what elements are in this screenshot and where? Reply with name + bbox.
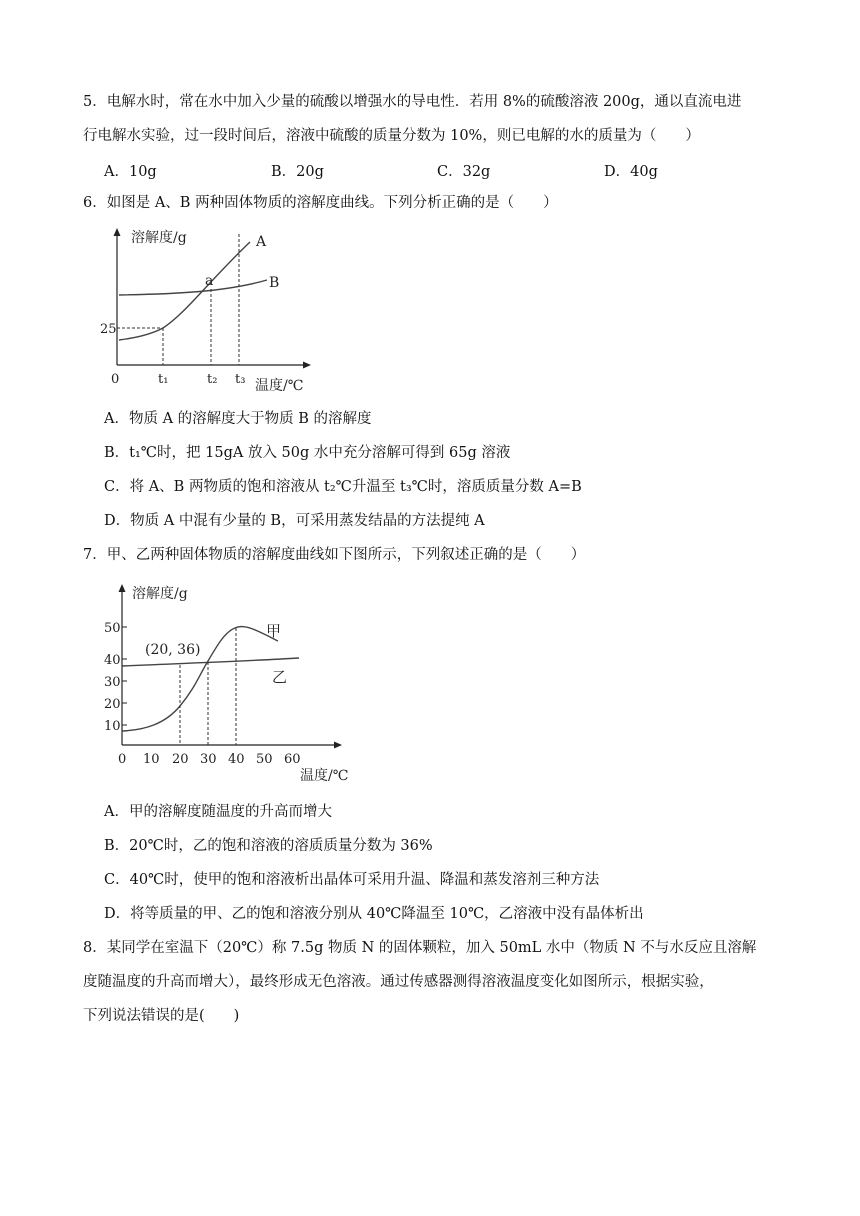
q8-stem-line-1: 8．某同学在室温下（20℃）称 7.5g 物质 N 的固体颗粒，加入 50mL 水中（物质 N 不与水反应且溶解 xyxy=(83,940,757,956)
q7-x-tick-20: 20 xyxy=(172,752,189,767)
q6-curve-b xyxy=(119,280,267,295)
q6-option-d: D．物质 A 中混有少量的 B，可采用蒸发结晶的方法提纯 A xyxy=(104,513,485,529)
q6-x-axis-arrow xyxy=(303,362,311,369)
q6-option-a: A．物质 A 的溶解度大于物质 B 的溶解度 xyxy=(104,411,372,427)
q6-origin: 0 xyxy=(111,372,120,387)
q7-curve-yi xyxy=(122,658,299,666)
q7-solubility-chart xyxy=(100,578,370,788)
q5-option-d: D．40g xyxy=(604,164,658,180)
q7-x-axis-arrow xyxy=(334,742,342,749)
q6-stem: 6．如图是 A、B 两种固体物质的溶解度曲线。下列分析正确的是（ ） xyxy=(83,195,558,211)
q6-y-axis-arrow xyxy=(114,228,121,236)
q7-option-c: C．40℃时，使甲的饱和溶液析出晶体可采用升温、降温和蒸发溶剂三种方法 xyxy=(104,872,600,888)
q6-point-a-label: a xyxy=(205,273,214,289)
q7-y-tick-50: 50 xyxy=(104,621,121,636)
q7-x-tick-40: 40 xyxy=(228,752,245,767)
q5-options xyxy=(104,160,744,180)
q7-x-tick-30: 30 xyxy=(200,752,217,767)
q7-option-a: A．甲的溶解度随温度的升高而增大 xyxy=(104,804,332,820)
q5-stem-line-1: 5．电解水时，常在水中加入少量的硫酸以增强水的导电性．若用 8%的硫酸溶液 200g，通以直流电进 xyxy=(83,94,742,110)
q6-curve-b-label: B xyxy=(269,275,280,291)
q7-x-tick-0: 0 xyxy=(118,752,127,767)
q8-stem-line-2: 度随温度的升高而增大），最终形成无色溶液。通过传感器测得溶液温度变化如图所示，根据实验， xyxy=(83,974,714,990)
q7-stem: 7．甲、乙两种固体物质的溶解度曲线如下图所示，下列叙述正确的是（ ） xyxy=(83,547,586,563)
q6-option-c: C．将 A、B 两物质的饱和溶液从 t₂℃升温至 t₃℃时，溶质质量分数 A=B xyxy=(104,479,582,495)
q7-y-tick-30: 30 xyxy=(104,675,121,690)
q5-stem-line-2: 行电解水实验，过一段时间后，溶液中硫酸的质量分数为 10%，则已电解的水的质量为（ ） xyxy=(83,128,700,144)
q6-x-tick-t3: t₃ xyxy=(235,372,246,387)
q7-y-axis-arrow xyxy=(119,584,126,592)
q7-x-tick-50: 50 xyxy=(256,752,273,767)
q7-series-jia-label: 甲 xyxy=(266,622,282,640)
q7-y-tick-40: 40 xyxy=(104,653,121,668)
q7-y-tick-10: 10 xyxy=(104,719,121,734)
q5-option-b: B．20g xyxy=(271,164,324,180)
q7-x-tick-60: 60 xyxy=(284,752,301,767)
q5-option-a: A．10g xyxy=(104,164,157,180)
q7-ylabel: 溶解度/g xyxy=(132,586,188,602)
q8-stem-line-3: 下列说法错误的是( ) xyxy=(83,1008,240,1024)
q7-option-d: D．将等质量的甲、乙的饱和溶液分别从 40℃降温至 10℃，乙溶液中没有晶体析出 xyxy=(104,906,644,922)
q6-solubility-chart xyxy=(95,222,325,397)
q6-curve-a-label: A xyxy=(256,234,267,250)
q6-x-tick-t2: t₂ xyxy=(207,372,218,387)
q6-x-tick-t1: t₁ xyxy=(158,372,169,387)
q6-ylabel: 溶解度/g xyxy=(131,230,187,246)
q7-xlabel: 温度/℃ xyxy=(300,768,349,784)
q5-option-c: C．32g xyxy=(437,164,491,180)
q6-option-b: B．t₁℃时，把 15gA 放入 50g 水中充分溶解可得到 65g 溶液 xyxy=(104,445,511,461)
q7-series-yi-label: 乙 xyxy=(272,668,288,686)
q7-option-b: B．20℃时，乙的饱和溶液的溶质质量分数为 36% xyxy=(104,838,433,854)
q6-xlabel: 温度/℃ xyxy=(255,378,304,394)
q7-x-tick-10: 10 xyxy=(143,752,160,767)
q7-y-tick-20: 20 xyxy=(104,697,121,712)
q6-y-tick-25: 25 xyxy=(100,322,117,337)
q6-curve-a xyxy=(119,242,250,340)
q7-point-label: (20, 36) xyxy=(145,642,201,658)
